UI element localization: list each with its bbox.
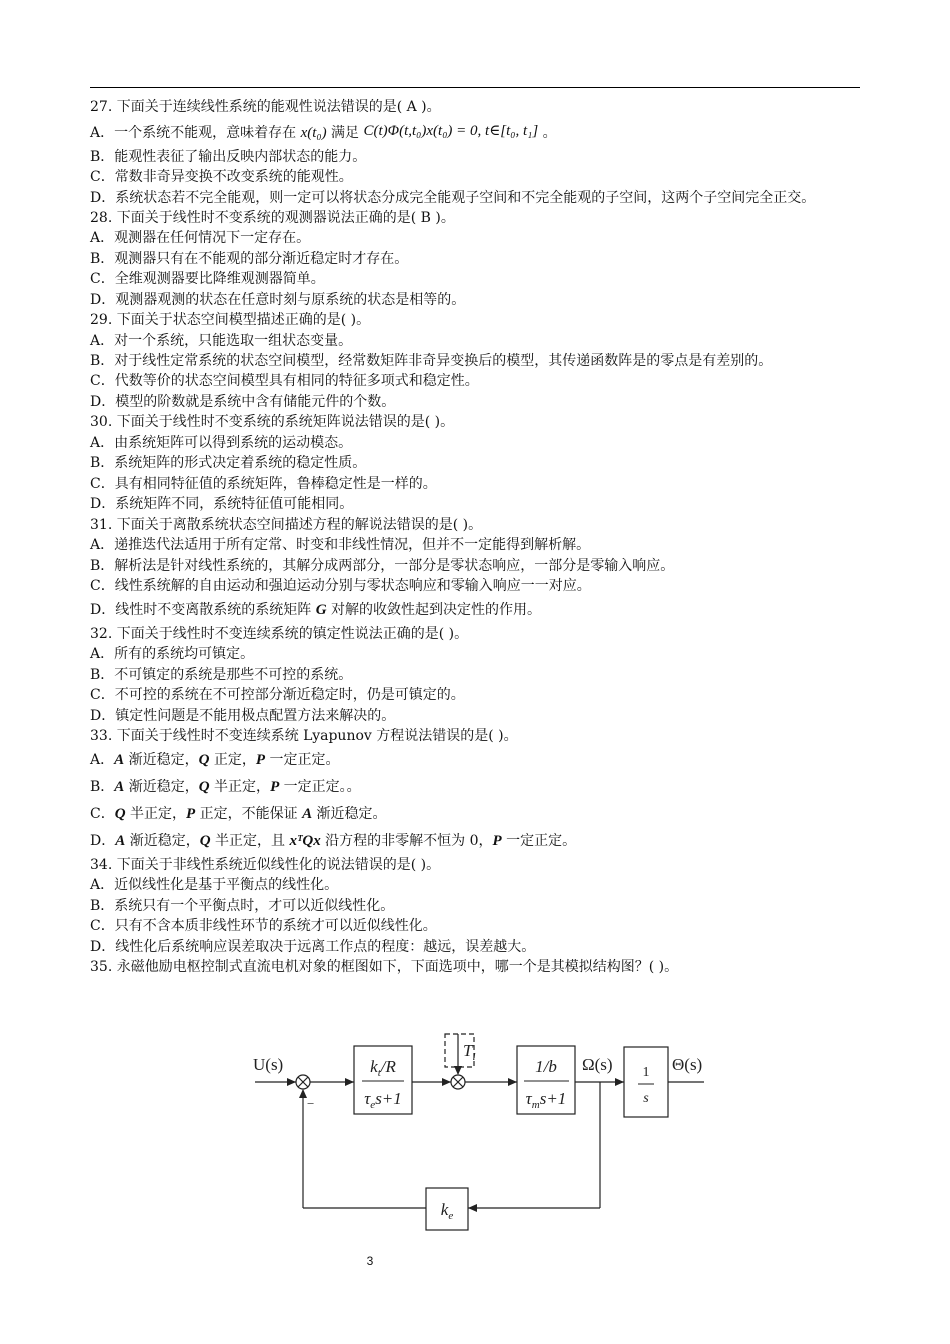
question-28-option-c: C．全维观测器要比降维观测器简单。 (90, 271, 325, 287)
dc-motor-block-diagram (0, 1028, 950, 1238)
question-34-option-b: B．系统只有一个平衡点时，才可以近似线性化。 (90, 897, 395, 914)
question-33-option-b: B．A 渐近稳定，Q 半正定，P 一定正定。。 (90, 778, 361, 795)
question-34-option-a: A．近似线性化是基于平衡点的线性化。 (90, 877, 339, 893)
question-30-option-b: B．系统矩阵的形式决定着系统的稳定性质。 (90, 455, 367, 471)
question-35-stem: 35. 永磁他励电枢控制式直流电机对象的框图如下，下面选项中，哪一个是其模拟结构图？( )。 (90, 959, 679, 975)
question-29-option-a: A．对一个系统，只能选取一组状态变量。 (90, 332, 353, 349)
block1-denominator: $\tau_es+1$ (364, 1089, 402, 1111)
question-32-stem: 32. 下面关于线性时不变连续系统的镇定性说法正确的是( )。 (90, 625, 469, 642)
integrator-block (624, 1047, 668, 1117)
question-33-stem: 33. 下面关于线性时不变连续系统 Lyapunov 方程说法错误的是( )。 (90, 728, 518, 744)
integrator-denominator: s (643, 1091, 649, 1106)
question-31-option-d: D．线性时不变离散系统的系统矩阵 G 对解的收敛性起到决定性的作用。 (90, 601, 541, 618)
question-32-option-a: A．所有的系统均可镇定。 (90, 646, 255, 662)
question-34-option-c: C．只有不含本质非线性环节的系统才可以近似线性化。 (90, 918, 437, 934)
question-27-option-b: B．能观性表征了输出反映内部状态的能力。 (90, 148, 367, 165)
header-rule (90, 87, 860, 88)
question-34-stem: 34. 下面关于非线性系统近似线性化的说法错误的是( )。 (90, 856, 441, 873)
question-33-option-a: A．A 渐近稳定，Q 正定，P 一定正定。 (90, 751, 340, 768)
question-33-option-c: C．Q 半正定，P 正定，不能保证 A 渐近稳定。 (90, 805, 387, 822)
question-28-option-b: B．观测器只有在不能观的部分渐近稳定时才存在。 (90, 250, 409, 267)
question-31-option-a: A．递推迭代法适用于所有定常、时变和非线性情况，但并不一定能得到解析解。 (90, 537, 591, 553)
question-29-option-b: B．对于线性定常系统的状态空间模型，经常数矩阵非奇异变换后的模型，其传递函数阵是的零点是有差别的。 (90, 353, 773, 369)
question-30-option-a: A．由系统矩阵可以得到系统的运动模态。 (90, 434, 353, 451)
question-28-option-a: A．观测器在任何情况下一定存在。 (90, 230, 311, 246)
minus-sign: − (307, 1096, 315, 1111)
omega-label: Ω(s) (582, 1055, 613, 1074)
question-29-option-c: C．代数等价的状态空间模型具有相同的特征多项式和稳定性。 (90, 373, 479, 389)
question-34-option-d: D．线性化后系统响应误差取决于远离工作点的程度：越远，误差越大。 (90, 938, 536, 955)
observability-equation: C(t)Φ(t,t₀)x(t₀) = 0, t∈[t₀, t₁] (363, 122, 539, 139)
question-33-option-d: D．A 渐近稳定，Q 半正定，且 xᵀQx 沿方程的非零解不恒为 0，P 一定正定。 (90, 832, 577, 849)
question-27-option-d: D．系统状态若不完全能观，则一定可以将状态分成完全能观子空间和不完全能观的子空间，这两个子空间完全正交。 (90, 189, 816, 206)
block2-denominator: $\tau_ms+1$ (525, 1089, 567, 1111)
input-label: U(s) (253, 1055, 284, 1074)
block1-numerator: $k_t/R$ (370, 1057, 396, 1079)
question-list (90, 97, 862, 978)
disturbance-label: $T_l$ (463, 1041, 476, 1063)
question-32-option-d: D．镇定性问题是不能用极点配置方法来解决的。 (90, 707, 396, 724)
question-31-stem: 31. 下面关于离散系统状态空间描述方程的解说法错误的是( )。 (90, 516, 483, 533)
question-31-option-b: B．解析法是针对线性系统的，其解分成两部分，一部分是零状态响应，一部分是零输入响应。 (90, 557, 675, 574)
question-32-option-c: C．不可控的系统在不可控部分渐近稳定时，仍是可镇定的。 (90, 687, 465, 703)
feedback-gain-label: $k_e$ (440, 1200, 454, 1222)
question-27-stem: 27. 下面关于连续线性系统的能观性说法错误的是( A )。 (90, 99, 441, 115)
question-28-stem: 28. 下面关于线性时不变系统的观测器说法正确的是( B )。 (90, 209, 455, 226)
output-label: Θ(s) (672, 1055, 703, 1074)
integrator-numerator: 1 (642, 1065, 650, 1080)
question-29-stem: 29. 下面关于状态空间模型描述正确的是( )。 (90, 312, 371, 328)
block2-numerator: 1/b (535, 1057, 557, 1076)
question-30-option-d: D．系统矩阵不同，系统特征值可能相同。 (90, 496, 354, 512)
question-30-stem: 30. 下面关于线性时不变系统的系统矩阵说法错误的是( )。 (90, 414, 455, 430)
question-30-option-c: C．具有相同特征值的系统矩阵，鲁棒稳定性是一样的。 (90, 475, 437, 492)
question-27-option-a: A．一个系统不能观，意味着存在 x(t₀) 满足 C(t)Φ(t,t₀)x(t₀) = 0, t∈[t₀, t₁] 。 (90, 122, 557, 141)
question-28-option-d: D．观测器观测的状态在任意时刻与原系统的状态是相等的。 (90, 291, 466, 308)
question-31-option-c: C．线性系统解的自由运动和强迫运动分别与零状态响应和零输入响应一一对应。 (90, 578, 591, 594)
page-number: 3 (366, 1254, 374, 1268)
question-27-option-c: C．常数非奇异变换不改变系统的能观性。 (90, 169, 353, 185)
question-29-option-d: D．模型的阶数就是系统中含有储能元件的个数。 (90, 393, 396, 410)
question-32-option-b: B．不可镇定的系统是那些不可控的系统。 (90, 666, 353, 683)
